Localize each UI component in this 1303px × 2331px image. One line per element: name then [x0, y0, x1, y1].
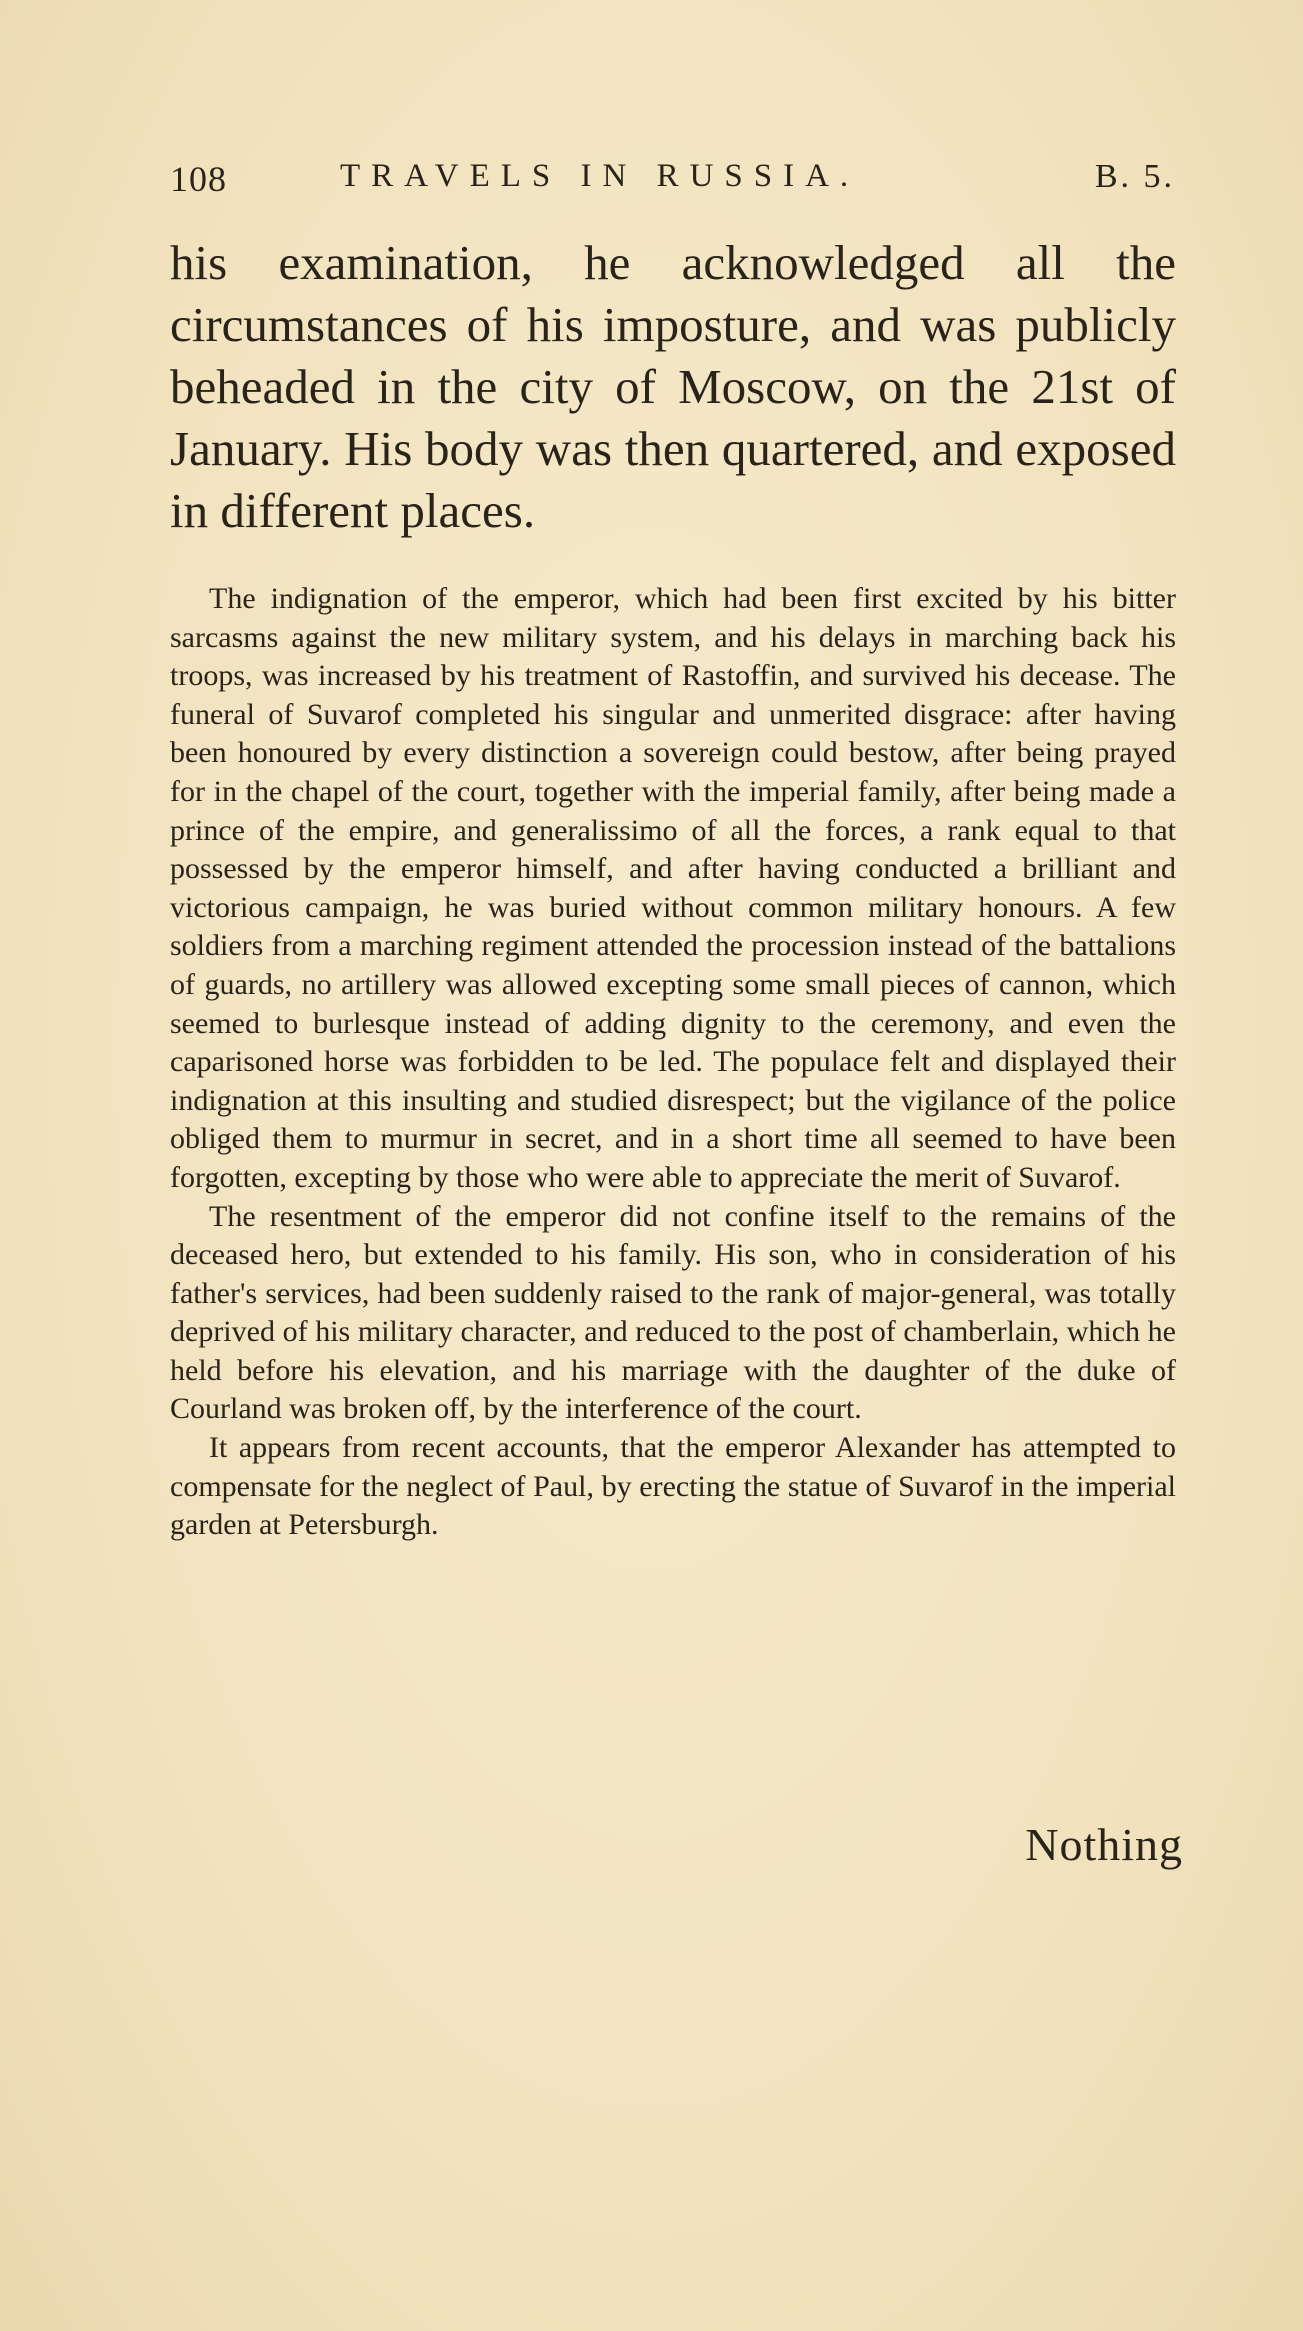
running-title: TRAVELS IN RUSSIA. — [340, 158, 860, 194]
body-text — [170, 580, 1176, 1545]
section-marker: B. 5. — [1094, 158, 1175, 195]
paragraph-resentment: The resentment of the emperor did not confine itself to the remains of the deceased hero, but extended to his family. His son, who in consideration of his father's services, had been suddenly raised to the rank of major-general, was totally deprived of his military character, and reduced to the post of chamberlain, which he held before his elevation, and his marriage with the daughter of the duke of Courland was broken off, by the interference of the court. — [170, 1199, 1176, 1426]
catchword: Nothing — [1025, 1819, 1183, 1870]
paragraph-funeral: The indignation of the emperor, which had been first excited by his bitter sarcasms against the new military system, and his delays in marching back his troops, was increased by his treatment of Rastoffin, and survived his decease. The funeral of Suvarof completed his singular and unmerited disgrace: after having been honoured by every distinction a sovereign could bestow, after being prayed for in the chapel of the court, together with the imperial family, after being made a prince of the empire, and generalissimo of all the forces, a rank equal to that possessed by the emperor himself, and after having conducted a brilliant and victorious campaign, he was buried without common military honours. A few soldiers from a marching regiment attended the procession instead of the battalions of guards, no artillery was allowed excepting some small pieces of cannon, which seemed to burlesque instead of adding dignity to the ceremony, and even the caparisoned horse was forbidden to be led. The populace felt and displayed their indignation at this insulting and studied disrespect; but the vigilance of the police obliged them to murmur in secret, and in a short time all seemed to have been forgotten, excepting by those who were able to appreciate the merit of Suvarof. — [170, 582, 1176, 1194]
paragraph-statue: It appears from recent accounts, that the emperor Alexander has attempted to compensate for the neglect of Paul, by erecting the statue of Suvarof in the imperial garden at Petersburgh. — [170, 1431, 1176, 1542]
page-number: 108 — [170, 159, 227, 199]
continued-paragraph: his examination, he acknowledged all the circumstances of his imposture, and was publicly beheaded in the city of Moscow, on the 21st of January. His body was then quartered, and exposed in different places. — [170, 235, 1176, 538]
running-header — [170, 158, 1175, 198]
